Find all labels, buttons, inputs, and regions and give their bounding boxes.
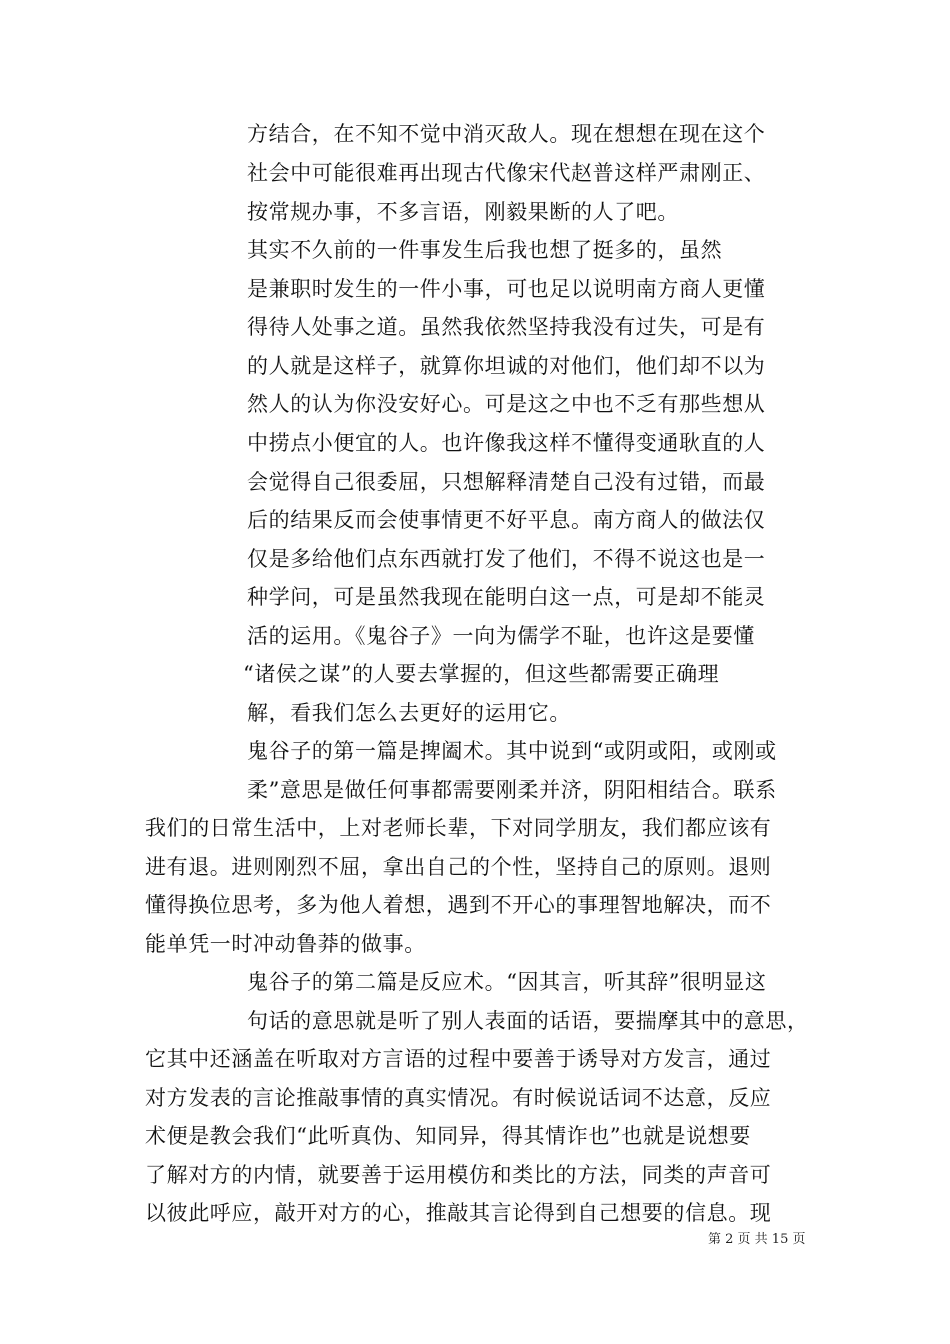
text-line: 句话的意思就是听了别人表面的话语，要揣摩其中的意思， <box>247 1009 809 1033</box>
text-line: 了解对方的内情，就要善于运用模仿和类比的方法，同类的声音可 <box>145 1163 772 1187</box>
text-line: 然人的认为你没安好心。可是这之中也不乏有那些想从 <box>247 392 766 416</box>
text-line: 能单凭一时冲动鲁莽的做事。 <box>145 932 426 956</box>
text-line: 活的运用。《鬼谷子》一向为儒学不耻，也许这是要懂 <box>247 624 755 648</box>
text-line: 方结合，在不知不觉中消灭敌人。现在想想在现在这个 <box>247 122 766 146</box>
text-line: 对方发表的言论推敲事情的真实情况。有时候说话词不达意，反应 <box>145 1086 772 1110</box>
text-line: 它其中还涵盖在听取对方言语的过程中要善于诱导对方发言，通过 <box>145 1047 772 1071</box>
text-line: 柔”意思是做任何事都需要刚柔并济，阴阳相结合。联系 <box>247 778 777 802</box>
text-line: 种学问，可是虽然我现在能明白这一点，可是却不能灵 <box>247 585 766 609</box>
text-line: 中捞点小便宜的人。也许像我这样不懂得变通耿直的人 <box>247 431 766 455</box>
text-line: “诸侯之谋”的人要去掌握的，但这些都需要正确理 <box>243 662 720 686</box>
text-line: 术便是教会我们“此听真伪、知同异，得其情诈也”也就是说想要 <box>145 1124 751 1148</box>
text-line: 会觉得自己很委屈，只想解释清楚自己没有过错，而最 <box>247 470 766 494</box>
page-number-footer: 第 2 页 共 15 页 <box>708 1232 806 1247</box>
text-line: 以彼此呼应，敲开对方的心，推敲其言论得到自己想要的信息。现 <box>145 1201 772 1225</box>
text-line: 按常规办事，不多言语，刚毅果断的人了吧。 <box>247 200 679 224</box>
text-line: 社会中可能很难再出现古代像宋代赵普这样严肃刚正、 <box>247 161 766 185</box>
text-line: 鬼谷子的第二篇是反应术。“因其言，听其辞”很明显这 <box>247 970 767 994</box>
text-line: 解，看我们怎么去更好的运用它。 <box>247 701 571 725</box>
text-line: 懂得换位思考，多为他人着想，遇到不开心的事理智地解决，而不 <box>145 893 772 917</box>
text-line: 后的结果反而会使事情更不好平息。南方商人的做法仅 <box>247 508 766 532</box>
text-line: 进有退。进则刚烈不屈，拿出自己的个性，坚持自己的原则。退则 <box>145 855 772 879</box>
text-line: 的人就是这样子，就算你坦诚的对他们，他们却不以为 <box>247 354 766 378</box>
text-line: 是兼职时发生的一件小事，可也足以说明南方商人更懂 <box>247 277 766 301</box>
text-line: 得待人处事之道。虽然我依然坚持我没有过失，可是有 <box>247 315 766 339</box>
text-line: 鬼谷子的第一篇是捭阖术。其中说到“或阴或阳，或刚或 <box>247 739 777 763</box>
text-line: 我们的日常生活中，上对老师长辈，下对同学朋友，我们都应该有 <box>145 816 772 840</box>
text-line: 仅是多给他们点东西就打发了他们，不得不说这也是一 <box>247 547 766 571</box>
text-line: 其实不久前的一件事发生后我也想了挺多的，虽然 <box>247 238 723 262</box>
